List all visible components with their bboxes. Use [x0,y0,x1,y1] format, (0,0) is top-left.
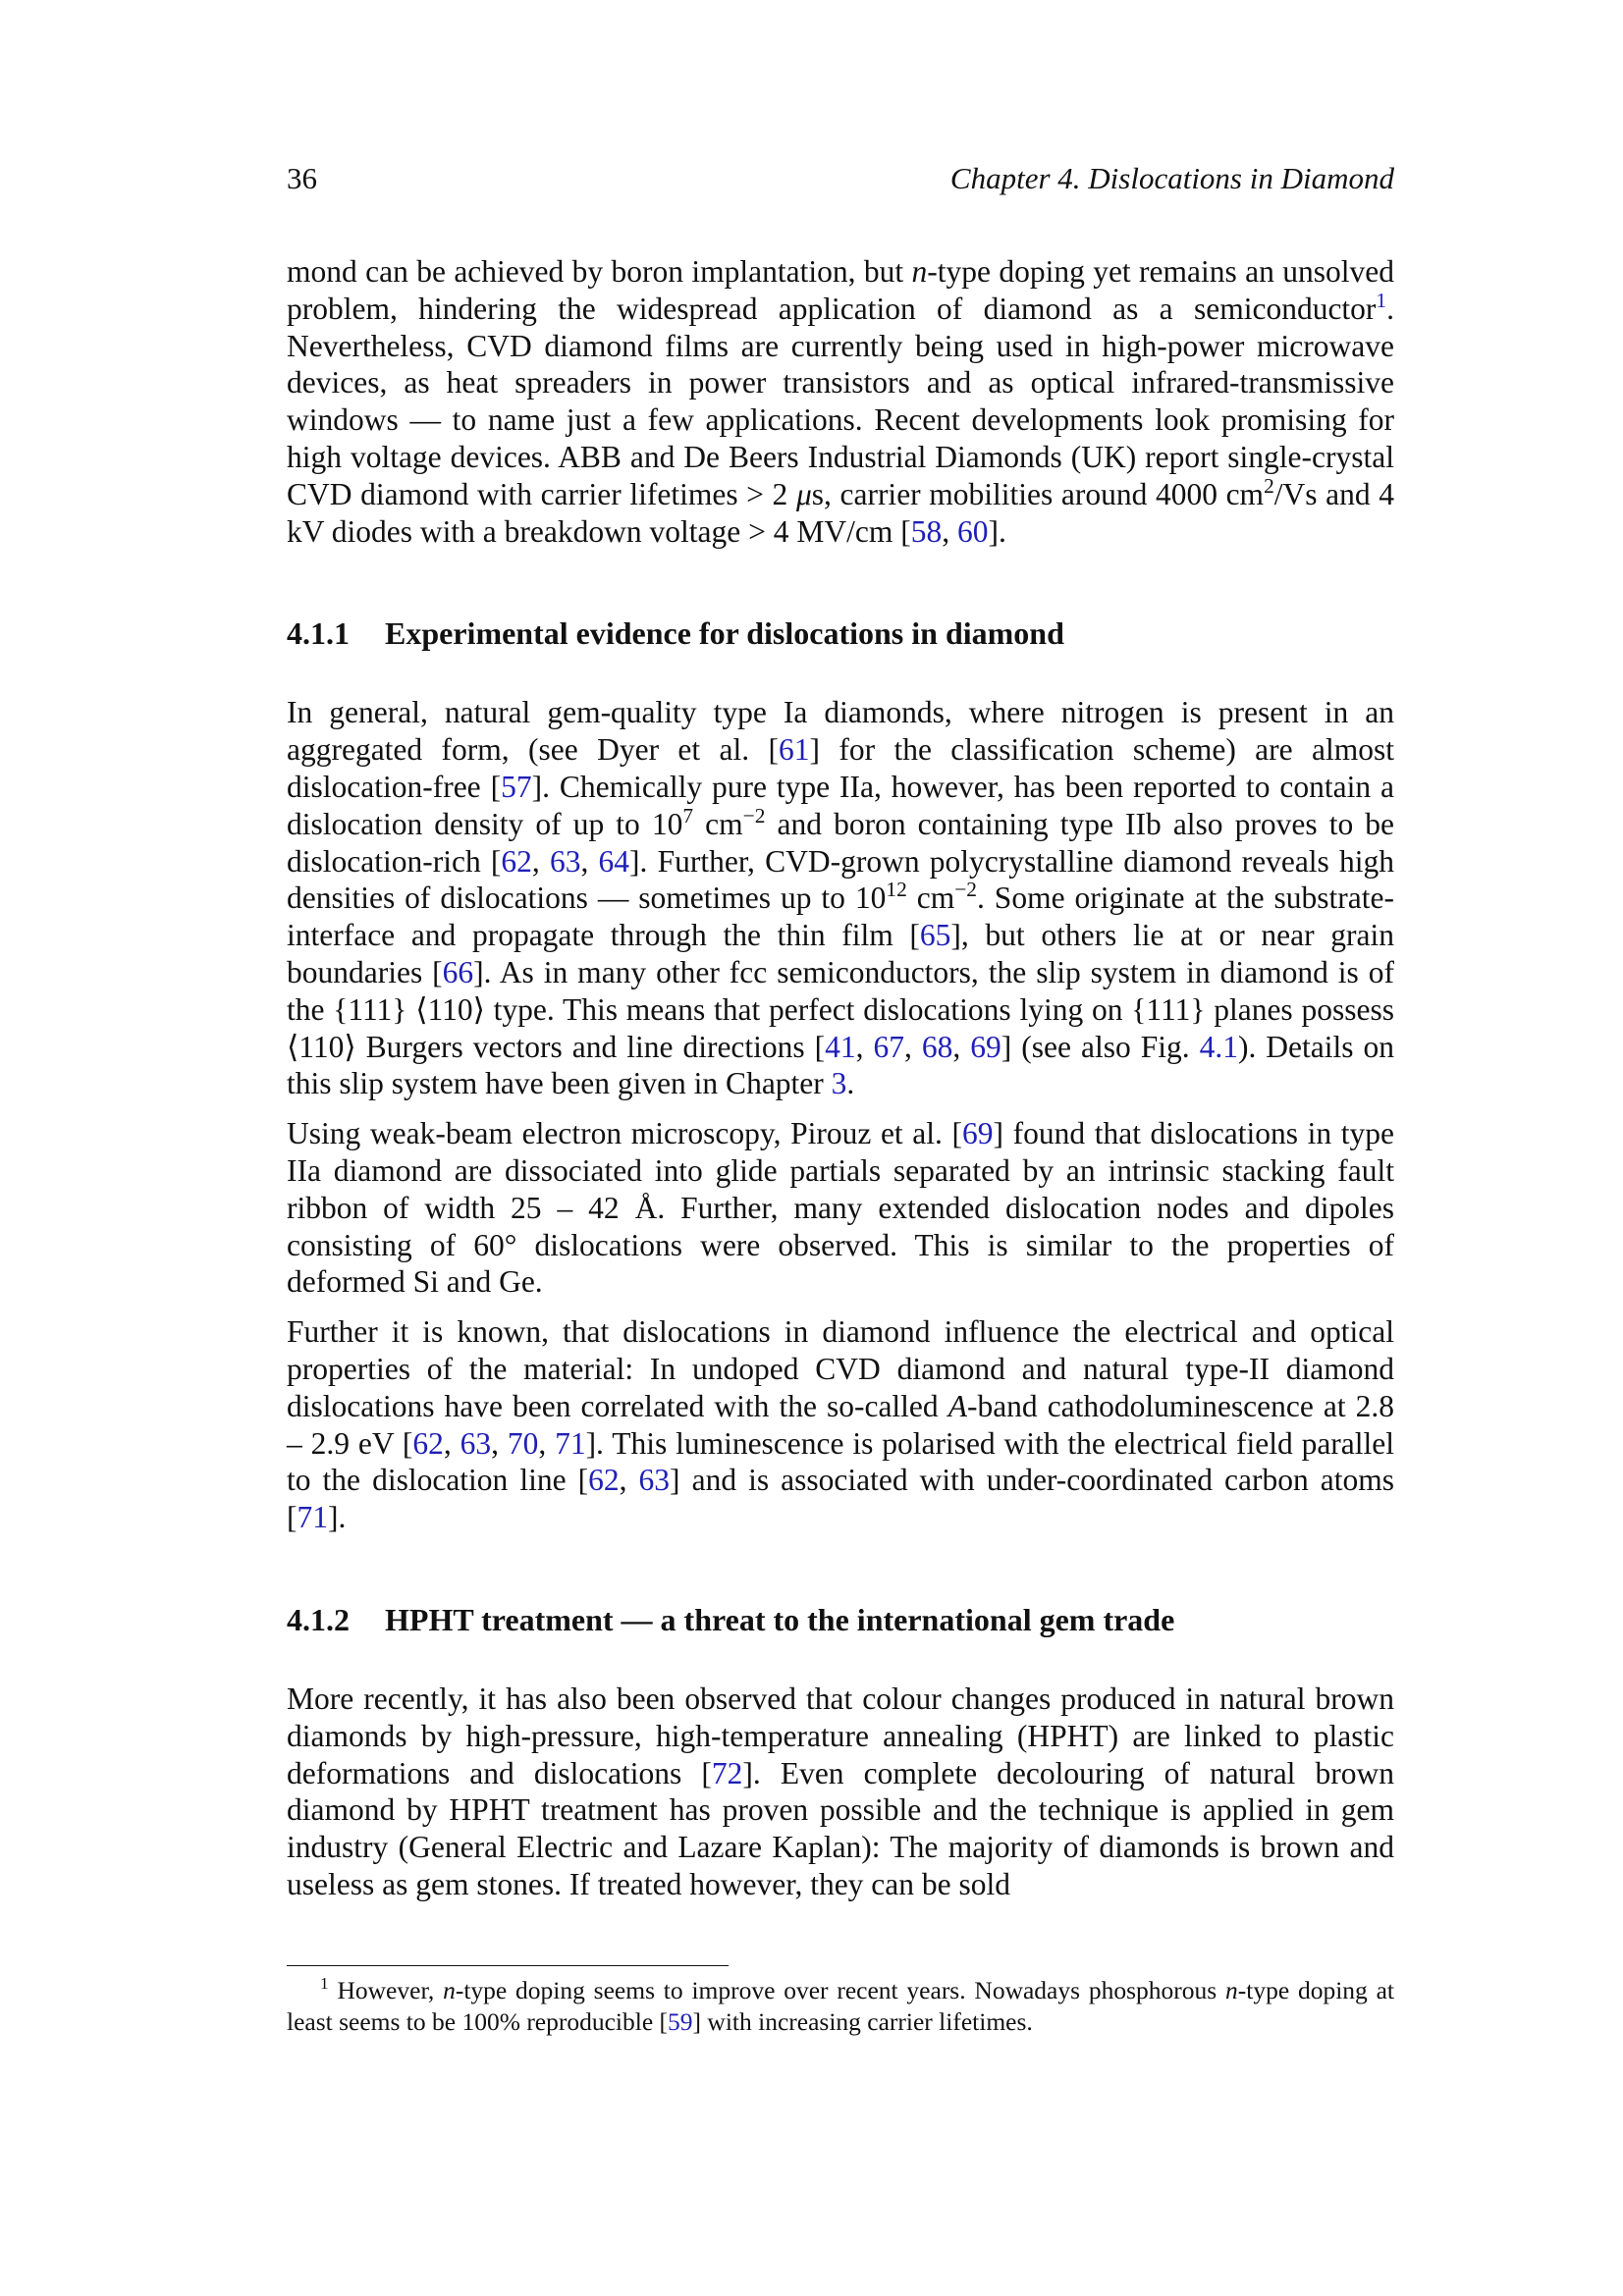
citation-link[interactable]: 71 [555,1425,586,1461]
citation-link[interactable]: 69 [970,1029,1001,1064]
citation-link[interactable]: 71 [297,1500,328,1535]
citation-link[interactable]: 58 [910,513,943,549]
section-heading-4-1-1 [287,614,1394,653]
citation-link[interactable]: 62 [588,1463,620,1498]
chapter-link[interactable]: 3 [831,1066,847,1101]
paragraph-intro: mond can be achieved by boron implantation, but n-type doping yet remains an unsolved problem, hindering the widespread application of diamond as a semiconductor$^1$. Nevertheless, CVD diamond films are currently being used in high-power microwave devices, as heat spreaders in power transistors and as optical infrared-transmissive windows — to name just a few applications. Recent developments look promising for high voltage devices. ABB and De Beers Industrial Diamonds (UK) report single-crystal CVD diamond with carrier lifetimes > 2 μs, carrier mobilities around 4000 $cm^2/Vs$ and 4 kV diodes with a breakdown voltage > 4 MV/cm [58, 60]. [287,254,1394,549]
citation-link[interactable]: 65 [919,918,951,953]
paragraph-hpht: More recently, it has also been observed that colour changes produced in natural brown diamonds by high-pressure, high-temperature annealing (HPHT) are linked to plastic deformations and dislocations [72]. Even complete decolouring of natural brown diamond by HPHT treatment has proven possible and the technique is applied in gem industry (General Electric and Lazare Kaplan): The majority of diamonds is brown and useless as gem stones. If treated however, they can be sold [287,1681,1394,1901]
citation-link[interactable]: 72 [711,1755,743,1790]
section-title: HPHT treatment — a threat to the international gem trade [385,1601,1175,1637]
running-title: Chapter 4. Dislocations in Diamond [949,161,1394,195]
citation-link[interactable]: 68 [921,1029,953,1064]
footnote-ref-1[interactable]: 1 [1376,289,1387,313]
figure-link[interactable]: 4.1 [1199,1029,1238,1064]
paragraph-electrical: Further it is known, that dislocations in diamond influence the electrical and optical properties of the material: In undoped CVD diamond and natural type-II diamond dislocations have been correlated with the so-called A-band cathodoluminescence at 2.8 – 2.9 eV [62, 63, 70, 71]. This luminescence is polarised with the electrical field parallel to the dislocation line [62, 63] and is associated with under-coordinated carbon atoms [71]. [287,1314,1395,1535]
footnote-rule [287,1965,729,1966]
citation-link[interactable]: 70 [507,1425,539,1461]
citation-link[interactable]: 62 [501,843,532,879]
section-number: 4.1.2 [287,1601,350,1637]
citation-link[interactable]: 66 [442,954,474,989]
citation-link[interactable]: 67 [873,1029,905,1064]
section-heading-4-1-2 [287,1600,1394,1639]
citation-link[interactable]: 57 [501,769,532,804]
page-number: 36 [287,161,317,195]
section-number: 4.1.1 [287,615,350,652]
citation-link[interactable]: 63 [638,1463,671,1498]
citation-link[interactable]: 69 [962,1116,994,1151]
citation-link[interactable]: 60 [956,513,989,549]
paragraph-evidence: In general, natural gem-quality type Ia diamonds, where nitrogen is present in an aggregated form, (see Dyer et al. [61] for the classification scheme) are almost dislocation-free [57]. Chemically pure type IIa, however, has been reported to contain a dislocation density of up to $10^7$ $cm^{-2}$ and boron containing type IIb also proves to be dislocation-rich [62, 63, 64]. Further, CVD-grown polycrystalline diamond reveals high densities of dislocations — sometimes up to $10^{12}$ $cm^{-2}$. Some originate at the substrate-interface and propagate through the thin film [65], but others lie at or near grain boundaries [66]. As in many other fcc semiconductors, the slip system in diamond is of the {111} ⟨110⟩ type. This means that perfect dislocations lying on {111} planes possess ⟨110⟩ Burgers vectors and line directions [41, 67, 68, 69] (see also Fig. 4.1). Details on this slip system have been given in Chapter 3. [287,695,1395,1101]
paragraph-weak-beam: Using weak-beam electron microscopy, Pirouz et al. [69] found that dislocations in type IIa diamond are dissociated into glide partials separated by an intrinsic stacking fault ribbon of width 25 – 42 Å. Further, many extended dislocation nodes and dipoles consisting of 60° dislocations were observed. This is similar to the properties of deformed Si and Ge. [287,1116,1395,1300]
citation-link[interactable]: 64 [598,843,630,879]
citation-link[interactable]: 62 [412,1425,444,1461]
section-title: Experimental evidence for dislocations in diamond [385,615,1064,652]
footnote-1: $^1$ However, n-type doping seems to improve over recent years. Nowadays phosphorous n-type doping at least seems to be 100% reproducible [59] with increasing carrier lifetimes. [287,1974,1394,2036]
body-text [287,253,1394,1916]
citation-link[interactable]: 63 [460,1425,492,1461]
citation-link[interactable]: 61 [779,732,810,768]
citation-link[interactable]: 41 [825,1029,856,1064]
citation-link[interactable]: 63 [549,843,581,879]
citation-link[interactable]: 59 [668,2007,693,2036]
